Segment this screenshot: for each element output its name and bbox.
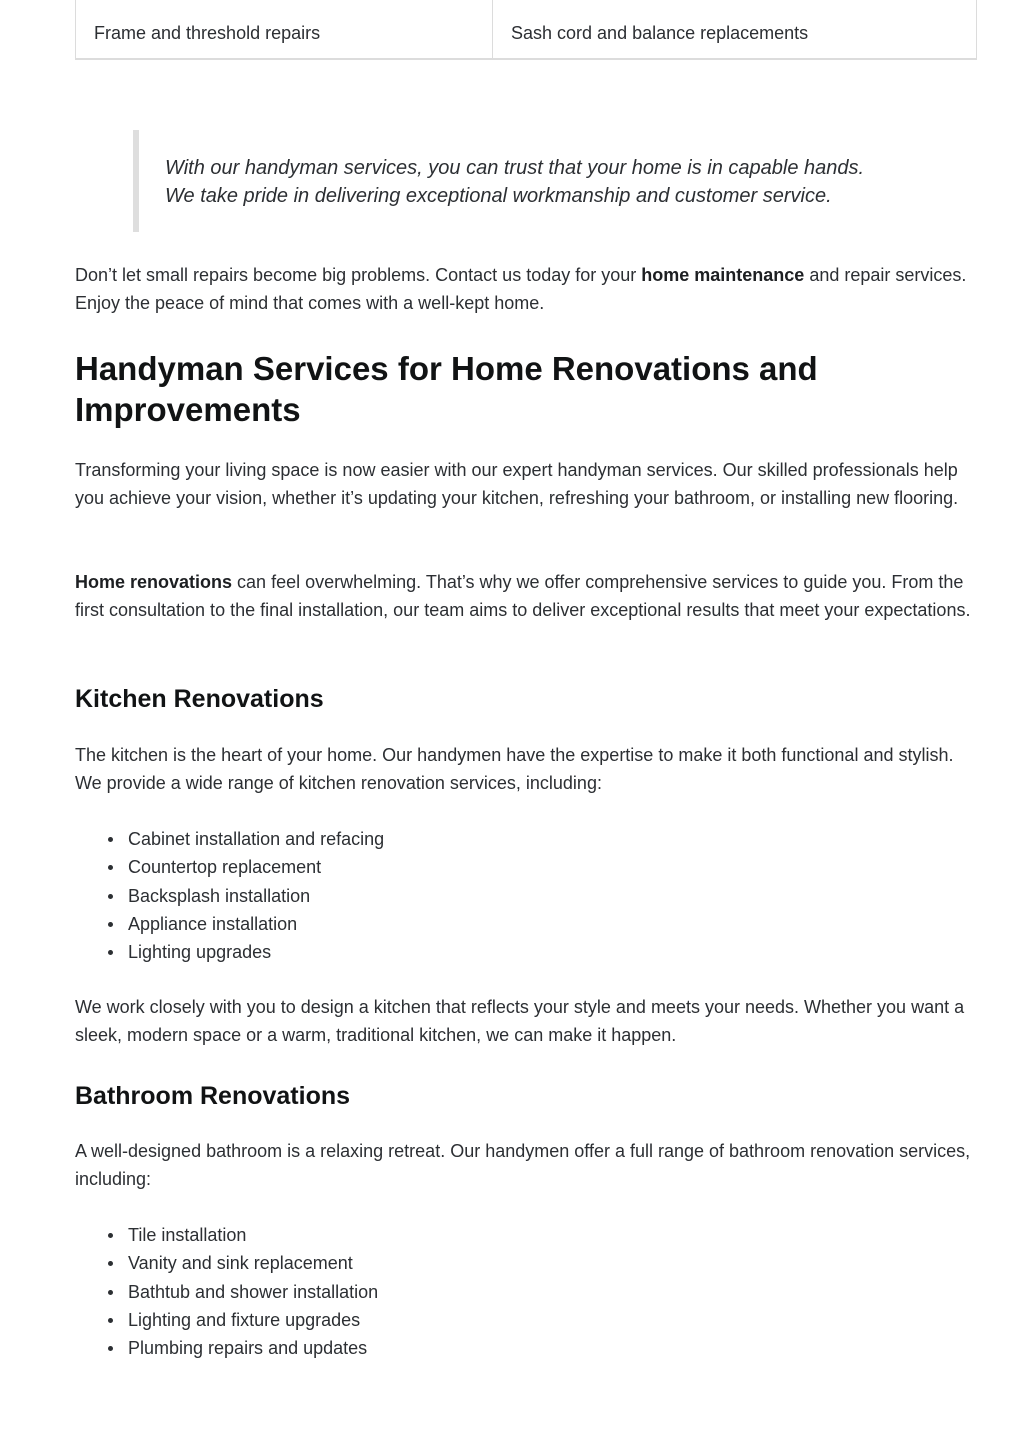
bullet-icon (108, 922, 113, 927)
table-cell: Sash cord and balance replacements (511, 23, 809, 43)
bullet-icon (108, 894, 113, 899)
list-item-text: Backsplash installation (128, 885, 311, 906)
list-item-text: Plumbing repairs and updates (128, 1338, 368, 1359)
list-item (128, 1278, 378, 1306)
bullet-icon (108, 1261, 113, 1266)
renovation-paragraph: Transforming your living space is now easier with our expert handyman services. Our skilled professionals help you achieve your vision, whether it’s updating your kitchen, refreshing your bathroom, or installing new flooring. (75, 460, 959, 508)
article-content (75, 0, 979, 1359)
list-item (128, 938, 384, 966)
quote-line: With our handyman services, you can trust that your home is in capable hands. (165, 157, 865, 179)
bathroom-services-list (75, 1221, 378, 1362)
list-item-text: Bathtub and shower installation (128, 1281, 379, 1302)
bullet-icon (108, 1290, 113, 1295)
bathroom-intro: A well-designed bathroom is a relaxing retreat. Our handymen offer a full range of bathroom renovation services, including: (75, 1141, 971, 1189)
home-maintenance-link[interactable]: home maintenance (641, 265, 805, 285)
quote-line: We take pride in delivering exceptional workmanship and customer service. (165, 185, 832, 207)
blockquote (133, 130, 953, 232)
kitchen-intro: The kitchen is the heart of your home. Our handymen have the expertise to make it both functional and stylish. We provide a wide range of kitchen renovation services, including: (75, 745, 954, 793)
list-item-text: Lighting and fixture upgrades (128, 1309, 361, 1330)
bullet-icon (108, 837, 113, 842)
kitchen-outro: We work closely with you to design a kitchen that reflects your style and meets your needs. Whether you want a sleek, modern space or a warm, traditional kitchen, we can make it happen. (75, 997, 965, 1045)
kitchen-services-list (75, 825, 384, 966)
bullet-icon (108, 950, 113, 955)
services-table-fragment (75, 0, 977, 60)
table-cell: Frame and threshold repairs (76, 0, 493, 58)
bullet-icon (108, 1233, 113, 1238)
bullet-icon (108, 1346, 113, 1351)
intro-text: Don’t let small repairs become big problems. Contact us today for your (75, 265, 642, 285)
list-item (128, 1249, 378, 1277)
list-item-text: Tile installation (128, 1225, 247, 1245)
renovation-paragraph (75, 568, 979, 624)
list-item (128, 825, 384, 853)
list-item-text: Cabinet installation and refacing (128, 829, 385, 849)
intro-paragraph (75, 261, 979, 317)
bullet-icon (108, 865, 113, 870)
bullet-icon (108, 1318, 113, 1323)
intro-text: and repair services. Enjoy the peace of mind that comes with a well-kept home. (75, 265, 967, 313)
list-item-text: Lighting upgrades (128, 942, 272, 963)
list-item (128, 1306, 378, 1334)
kitchen-heading: Kitchen Renovations (75, 685, 324, 713)
list-item (128, 1334, 378, 1362)
list-item (128, 1221, 378, 1249)
list-item-text: Vanity and sink replacement (128, 1253, 353, 1274)
list-item-text: Countertop replacement (128, 857, 322, 878)
home-renovations-link[interactable]: Home renovations (75, 572, 233, 592)
section-heading: Handyman Services for Home Renovations and Improvements (75, 350, 818, 428)
list-item-text: Appliance installation (128, 913, 298, 934)
list-item (128, 910, 384, 938)
renovation-text: can feel overwhelming. That’s why we offer comprehensive services to guide you. From the first consultation to the final installation, our team aims to deliver exceptional results that meet your expectations. (75, 572, 971, 620)
bathroom-heading: Bathroom Renovations (75, 1082, 351, 1110)
list-item (128, 853, 384, 881)
list-item (128, 882, 384, 910)
